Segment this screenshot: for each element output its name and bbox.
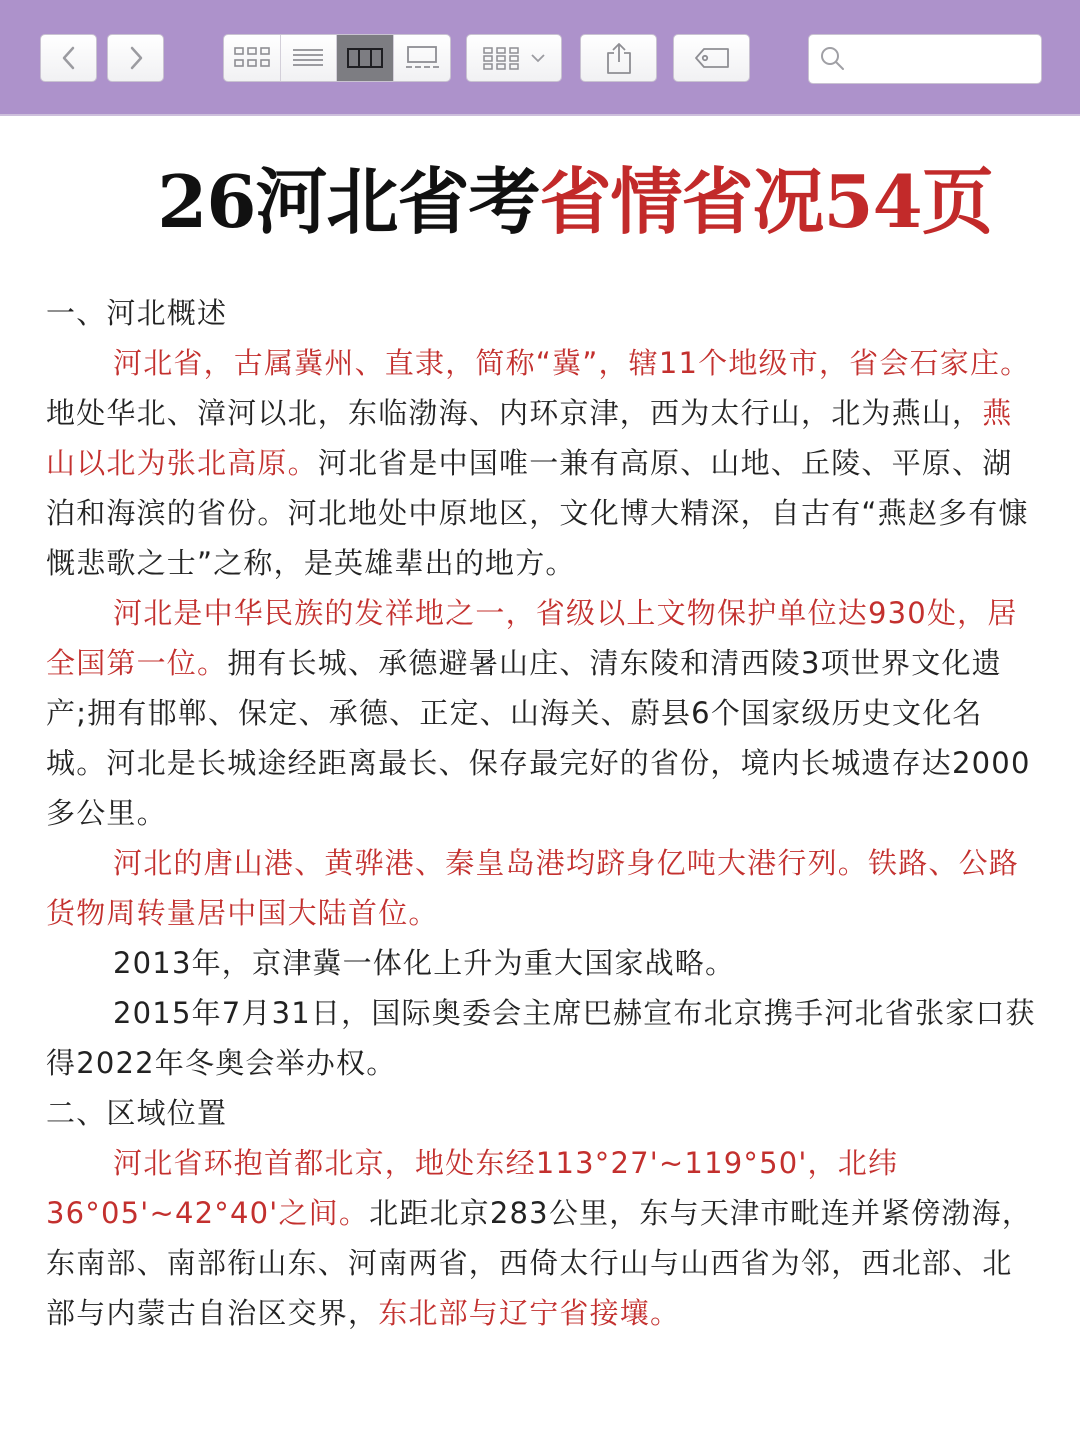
columns-icon bbox=[345, 46, 385, 70]
list-icon bbox=[290, 45, 326, 71]
search-field[interactable] bbox=[808, 34, 1042, 84]
group-by-button[interactable] bbox=[466, 34, 562, 82]
body-text: 北距北京283公里，东与天津市毗连并紧傍渤海，东南部、南部衔山东、河南两省，西倚太行山与山西省为邻，西北部、北部与内蒙古自治区交界， bbox=[46, 1196, 1033, 1330]
search-icon bbox=[819, 45, 847, 73]
search-input[interactable] bbox=[855, 48, 1035, 71]
column-view-button[interactable] bbox=[337, 35, 394, 81]
forward-button[interactable] bbox=[107, 34, 164, 82]
paragraph-overview bbox=[46, 338, 1038, 588]
chevron-right-icon bbox=[126, 44, 146, 72]
body-text: 拥有长城、承德避暑山庄、清东陵和清西陵3项世界文化遗产;拥有邯郸、保定、承德、正定、山海关、蔚县6个国家级历史文化名城。河北是长城途经距离最长、保存最完好的省份，境内长城遗存达2000多公里。 bbox=[46, 646, 1031, 830]
body-text: 河北省是中国唯一兼有高原、山地、丘陵、平原、湖泊和海滨的省份。河北地处中原地区，文化博大精深，自古有“燕赵多有慷慨悲歌之士”之称，是英雄辈出的地方。 bbox=[46, 446, 1029, 580]
tag-button[interactable] bbox=[673, 34, 750, 82]
view-mode-switcher bbox=[223, 34, 451, 82]
highlight-text: 东北部与辽宁省接壤。 bbox=[378, 1296, 681, 1330]
section-heading-location: 二、区域位置 bbox=[46, 1096, 228, 1130]
paragraph-location bbox=[46, 1138, 1038, 1338]
tag-icon bbox=[692, 45, 732, 71]
grid-icon bbox=[232, 45, 272, 71]
highlight-text: 河北是中华民族的发祥地之一，省级以上文物保护单位达930处，居全国第一位。 bbox=[46, 596, 1018, 680]
highlight-text: 河北省环抱首都北京，地处东经113°27'~119°50'，北纬36°05'~42°40'之间。 bbox=[46, 1146, 899, 1230]
title-black-part: 26河北省考 bbox=[157, 159, 540, 244]
highlight-text: 河北省，古属冀州、直隶，简称“冀”，辖11个地级市，省会石家庄。 bbox=[113, 346, 1031, 380]
document-body bbox=[46, 288, 1038, 1338]
list-view-button[interactable] bbox=[281, 35, 338, 81]
finder-toolbar bbox=[0, 0, 1080, 116]
paragraph-olympics: 2015年7月31日，国际奥委会主席巴赫宣布北京携手河北省张家口获得2022年冬奥会举办权。 bbox=[46, 996, 1036, 1080]
back-button[interactable] bbox=[40, 34, 97, 82]
page-title bbox=[0, 152, 1080, 262]
paragraph-heritage bbox=[46, 588, 1038, 838]
chevron-down-icon bbox=[529, 51, 547, 65]
icon-view-button[interactable] bbox=[224, 35, 281, 81]
paragraph-strategy: 2013年，京津冀一体化上升为重大国家战略。 bbox=[113, 946, 736, 980]
group-by-icon bbox=[481, 45, 521, 71]
gallery-icon bbox=[402, 44, 442, 72]
paragraph-ports bbox=[46, 838, 1038, 938]
title-red-part: 省情省况54页 bbox=[539, 159, 993, 244]
section-heading-overview: 一、河北概述 bbox=[46, 296, 228, 330]
body-text: 地处华北、漳河以北，东临渤海、内环京津，西为太行山，北为燕山， bbox=[46, 396, 983, 430]
gallery-view-button[interactable] bbox=[394, 35, 450, 81]
share-button[interactable] bbox=[580, 34, 657, 82]
highlight-text: 河北的唐山港、黄骅港、秦皇岛港均跻身亿吨大港行列。铁路、公路货物周转量居中国大陆首位。 bbox=[46, 846, 1020, 930]
share-icon bbox=[604, 41, 634, 75]
chevron-left-icon bbox=[59, 44, 79, 72]
highlight-text: 燕山以北为张北高原。 bbox=[46, 396, 1013, 480]
